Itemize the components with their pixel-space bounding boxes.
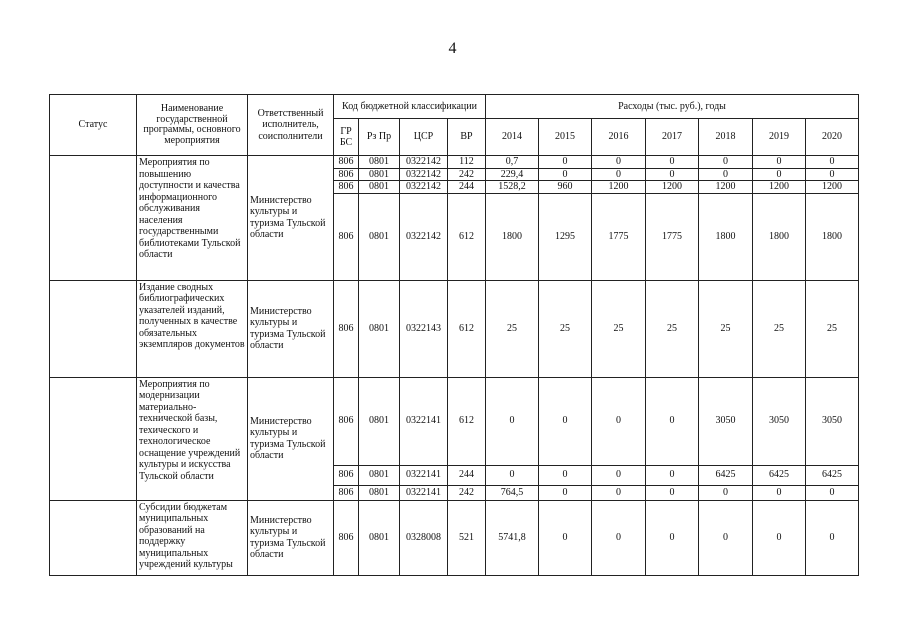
value-2019: 1200 bbox=[753, 181, 806, 194]
value-2020: 1200 bbox=[806, 181, 859, 194]
responsible-executor: Министерство культуры и туризма Тульской области bbox=[248, 280, 334, 377]
status-cell bbox=[50, 500, 137, 575]
value-2020: 25 bbox=[806, 280, 859, 377]
value-2017: 0 bbox=[646, 168, 699, 181]
header-year-2016: 2016 bbox=[592, 119, 646, 156]
rzpr-cell: 0801 bbox=[359, 168, 400, 181]
header-year-2014: 2014 bbox=[486, 119, 539, 156]
table-row bbox=[50, 377, 859, 465]
grbs-cell: 806 bbox=[334, 156, 359, 169]
value-2015: 0 bbox=[539, 168, 592, 181]
value-2016: 0 bbox=[592, 485, 646, 500]
header-year-2015: 2015 bbox=[539, 119, 592, 156]
value-2017: 0 bbox=[646, 465, 699, 485]
csr-cell: 0322142 bbox=[400, 193, 448, 280]
csr-cell: 0322142 bbox=[400, 181, 448, 194]
value-2015: 0 bbox=[539, 485, 592, 500]
value-2017: 1200 bbox=[646, 181, 699, 194]
value-2016: 0 bbox=[592, 500, 646, 575]
value-2019: 0 bbox=[753, 156, 806, 169]
header-budget-code: Код бюджетной классификации bbox=[334, 95, 486, 119]
activity-name: Издание сводных библиографических указателей изданий, полученных в качестве обязательных экземпляров документов bbox=[137, 280, 248, 377]
grbs-cell: 806 bbox=[334, 181, 359, 194]
value-2019: 1800 bbox=[753, 193, 806, 280]
csr-cell: 0322143 bbox=[400, 280, 448, 377]
rzpr-cell: 0801 bbox=[359, 280, 400, 377]
status-cell bbox=[50, 156, 137, 281]
value-2016: 1200 bbox=[592, 181, 646, 194]
header-grbs: ГР БС bbox=[334, 119, 359, 156]
value-2016: 0 bbox=[592, 465, 646, 485]
value-2015: 0 bbox=[539, 465, 592, 485]
grbs-cell: 806 bbox=[334, 500, 359, 575]
value-2018: 3050 bbox=[699, 377, 753, 465]
header-year-2019: 2019 bbox=[753, 119, 806, 156]
csr-cell: 0322141 bbox=[400, 485, 448, 500]
grbs-cell: 806 bbox=[334, 193, 359, 280]
value-2014: 1528,2 bbox=[486, 181, 539, 194]
rzpr-cell: 0801 bbox=[359, 377, 400, 465]
value-2018: 1800 bbox=[699, 193, 753, 280]
value-2020: 0 bbox=[806, 500, 859, 575]
value-2015: 1295 bbox=[539, 193, 592, 280]
value-2019: 6425 bbox=[753, 465, 806, 485]
value-2018: 0 bbox=[699, 156, 753, 169]
value-2019: 3050 bbox=[753, 377, 806, 465]
csr-cell: 0322141 bbox=[400, 377, 448, 465]
vr-cell: 612 bbox=[448, 280, 486, 377]
responsible-executor: Министерство культуры и туризма Тульской области bbox=[248, 377, 334, 500]
rzpr-cell: 0801 bbox=[359, 485, 400, 500]
header-rzpr: Рз Пр bbox=[359, 119, 400, 156]
header-responsible: Ответственный исполнитель, соисполнители bbox=[248, 95, 334, 156]
value-2017: 0 bbox=[646, 500, 699, 575]
vr-cell: 612 bbox=[448, 193, 486, 280]
status-cell bbox=[50, 377, 137, 500]
page-number: 4 bbox=[448, 40, 457, 57]
value-2015: 0 bbox=[539, 500, 592, 575]
csr-cell: 0322142 bbox=[400, 156, 448, 169]
value-2020: 3050 bbox=[806, 377, 859, 465]
value-2016: 0 bbox=[592, 168, 646, 181]
value-2014: 5741,8 bbox=[486, 500, 539, 575]
rzpr-cell: 0801 bbox=[359, 465, 400, 485]
header-vr: ВР bbox=[448, 119, 486, 156]
value-2020: 6425 bbox=[806, 465, 859, 485]
csr-cell: 0322142 bbox=[400, 168, 448, 181]
value-2014: 0,7 bbox=[486, 156, 539, 169]
rzpr-cell: 0801 bbox=[359, 181, 400, 194]
csr-cell: 0328008 bbox=[400, 500, 448, 575]
table-row bbox=[50, 500, 859, 575]
grbs-cell: 806 bbox=[334, 485, 359, 500]
value-2017: 25 bbox=[646, 280, 699, 377]
header-year-2020: 2020 bbox=[806, 119, 859, 156]
budget-table bbox=[49, 94, 859, 576]
vr-cell: 244 bbox=[448, 181, 486, 194]
value-2014: 1800 bbox=[486, 193, 539, 280]
value-2017: 0 bbox=[646, 156, 699, 169]
responsible-executor: Министерство культуры и туризма Тульской области bbox=[248, 156, 334, 281]
value-2017: 0 bbox=[646, 377, 699, 465]
activity-name: Мероприятия по модернизации материально-технической базы, техического и технологическое оснащение учреждений культуры и искусства Тульской области bbox=[137, 377, 248, 500]
value-2014: 25 bbox=[486, 280, 539, 377]
value-2016: 25 bbox=[592, 280, 646, 377]
value-2015: 25 bbox=[539, 280, 592, 377]
value-2015: 960 bbox=[539, 181, 592, 194]
header-status: Статус bbox=[50, 95, 137, 156]
value-2016: 0 bbox=[592, 156, 646, 169]
rzpr-cell: 0801 bbox=[359, 500, 400, 575]
header-name: Наименование государственной программы, основного мероприятия bbox=[137, 95, 248, 156]
grbs-cell: 806 bbox=[334, 377, 359, 465]
rzpr-cell: 0801 bbox=[359, 193, 400, 280]
rzpr-cell: 0801 bbox=[359, 156, 400, 169]
status-cell bbox=[50, 280, 137, 377]
header-year-2018: 2018 bbox=[699, 119, 753, 156]
value-2019: 0 bbox=[753, 485, 806, 500]
value-2018: 0 bbox=[699, 168, 753, 181]
header-year-2017: 2017 bbox=[646, 119, 699, 156]
value-2019: 0 bbox=[753, 168, 806, 181]
value-2018: 6425 bbox=[699, 465, 753, 485]
value-2018: 1200 bbox=[699, 181, 753, 194]
value-2020: 0 bbox=[806, 168, 859, 181]
csr-cell: 0322141 bbox=[400, 465, 448, 485]
value-2014: 0 bbox=[486, 377, 539, 465]
value-2015: 0 bbox=[539, 377, 592, 465]
grbs-cell: 806 bbox=[334, 280, 359, 377]
value-2014: 229,4 bbox=[486, 168, 539, 181]
value-2019: 0 bbox=[753, 500, 806, 575]
value-2018: 25 bbox=[699, 280, 753, 377]
value-2019: 25 bbox=[753, 280, 806, 377]
table-row bbox=[50, 280, 859, 377]
grbs-cell: 806 bbox=[334, 168, 359, 181]
vr-cell: 612 bbox=[448, 377, 486, 465]
header-csr: ЦСР bbox=[400, 119, 448, 156]
header-expenses: Расходы (тыс. руб.), годы bbox=[486, 95, 859, 119]
value-2014: 764,5 bbox=[486, 485, 539, 500]
responsible-executor: Министерство культуры и туризма Тульской области bbox=[248, 500, 334, 575]
value-2020: 0 bbox=[806, 156, 859, 169]
vr-cell: 242 bbox=[448, 168, 486, 181]
value-2018: 0 bbox=[699, 500, 753, 575]
vr-cell: 521 bbox=[448, 500, 486, 575]
value-2018: 0 bbox=[699, 485, 753, 500]
value-2016: 1775 bbox=[592, 193, 646, 280]
activity-name: Мероприятия по повышению доступности и качества информационного обслуживания населения государственными библиотеками Тульской области bbox=[137, 156, 248, 281]
value-2015: 0 bbox=[539, 156, 592, 169]
activity-name: Субсидии бюджетам муниципальных образований на поддержку муниципальных учреждений культуры bbox=[137, 500, 248, 575]
value-2014: 0 bbox=[486, 465, 539, 485]
value-2017: 1775 bbox=[646, 193, 699, 280]
value-2017: 0 bbox=[646, 485, 699, 500]
table-row bbox=[50, 156, 859, 169]
value-2020: 0 bbox=[806, 485, 859, 500]
vr-cell: 242 bbox=[448, 485, 486, 500]
value-2016: 0 bbox=[592, 377, 646, 465]
vr-cell: 244 bbox=[448, 465, 486, 485]
vr-cell: 112 bbox=[448, 156, 486, 169]
grbs-cell: 806 bbox=[334, 465, 359, 485]
value-2020: 1800 bbox=[806, 193, 859, 280]
